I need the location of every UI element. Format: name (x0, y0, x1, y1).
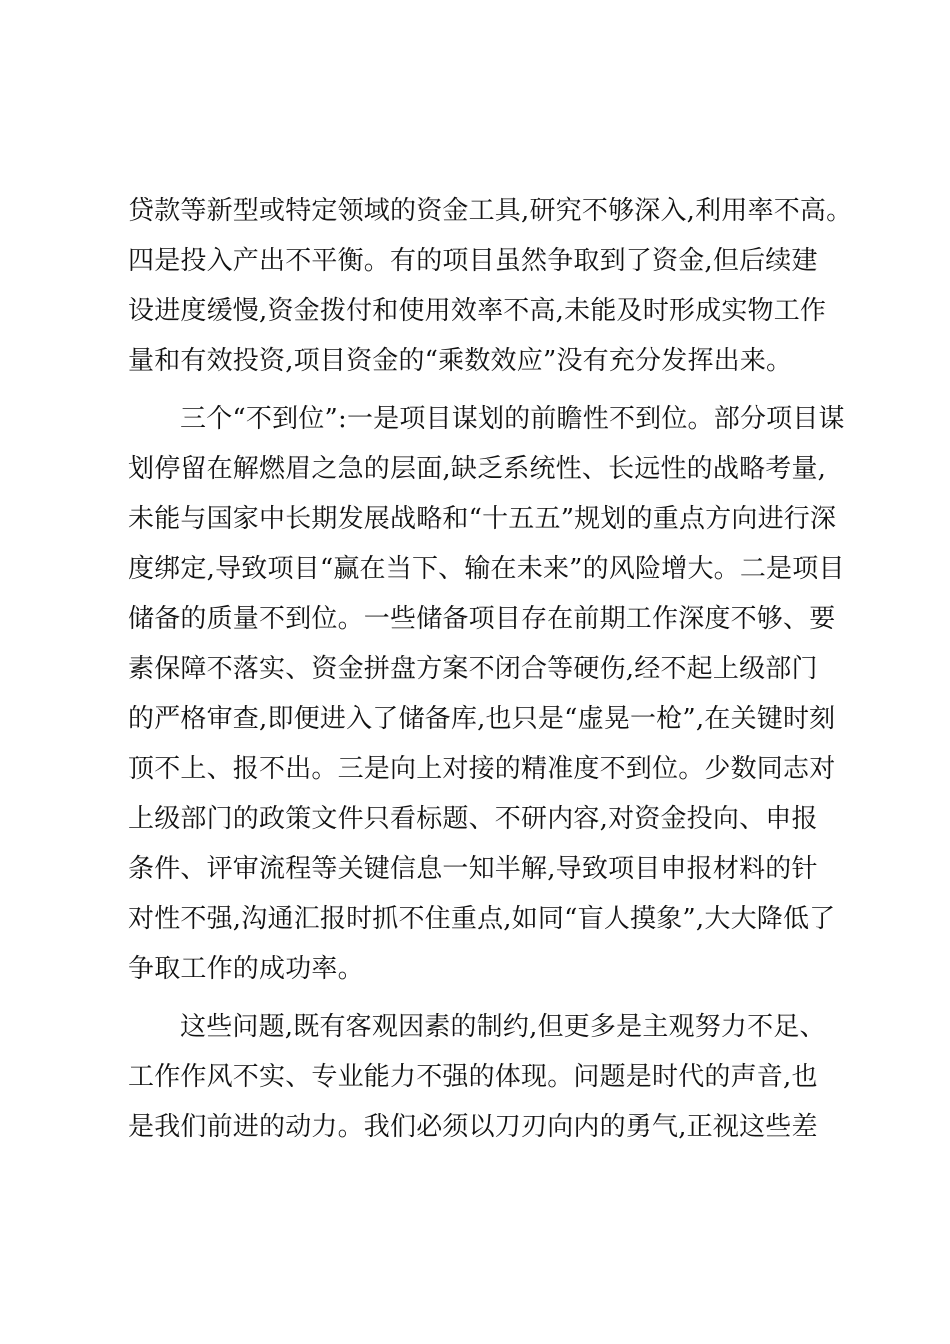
text-line: 储备的质量不到位。一些储备项目存在前期工作深度不够、要 (128, 604, 836, 634)
text-line: 量和有效投资,项目资金的“乘数效应”没有充分发挥出来。 (128, 346, 793, 376)
paragraph-3 (128, 1002, 828, 1152)
text-line: 争取工作的成功率。 (128, 954, 364, 984)
text-line: 贷款等新型或特定领域的资金工具,研究不够深入,利用率不高。 (128, 196, 853, 226)
text-line: 划停留在解燃眉之急的层面,缺乏系统性、长远性的战略考量, (128, 454, 827, 484)
text-line: 上级部门的政策文件只看标题、不研内容,对资金投向、申报 (128, 804, 818, 834)
text-line: 的严格审查,即便进入了储备库,也只是“虚晃一枪”,在关键时刻 (128, 704, 836, 734)
text-line: 度绑定,导致项目“赢在当下、输在未来”的风险增大。二是项目 (128, 554, 845, 584)
paragraph-2 (128, 394, 845, 994)
text-line: 是我们前进的动力。我们必须以刀刃向内的勇气,正视这些差 (128, 1112, 818, 1142)
text-line: 素保障不落实、资金拼盘方案不闭合等硬伤,经不起上级部门 (128, 654, 818, 684)
text-line: 设进度缓慢,资金拨付和使用效率不高,未能及时形成实物工作 (128, 296, 827, 326)
paragraph-1 (128, 186, 853, 386)
text-line: 顶不上、报不出。三是向上对接的精准度不到位。少数同志对 (128, 754, 836, 784)
text-line: 四是投入产出不平衡。有的项目虽然争取到了资金,但后续建 (128, 246, 818, 276)
text-line: 对性不强,沟通汇报时抓不住重点,如同“盲人摸象”,大大降低了 (128, 904, 836, 934)
text-line: 未能与国家中长期发展战略和“十五五”规划的重点方向进行深 (128, 504, 837, 534)
text-line: 条件、评审流程等关键信息一知半解,导致项目申报材料的针 (128, 854, 818, 884)
text-line: 这些问题,既有客观因素的制约,但更多是主观努力不足、 (180, 1012, 826, 1042)
text-line: 三个“不到位”:一是项目谋划的前瞻性不到位。部分项目谋 (180, 404, 845, 434)
text-line: 工作作风不实、专业能力不强的体现。问题是时代的声音,也 (128, 1062, 818, 1092)
